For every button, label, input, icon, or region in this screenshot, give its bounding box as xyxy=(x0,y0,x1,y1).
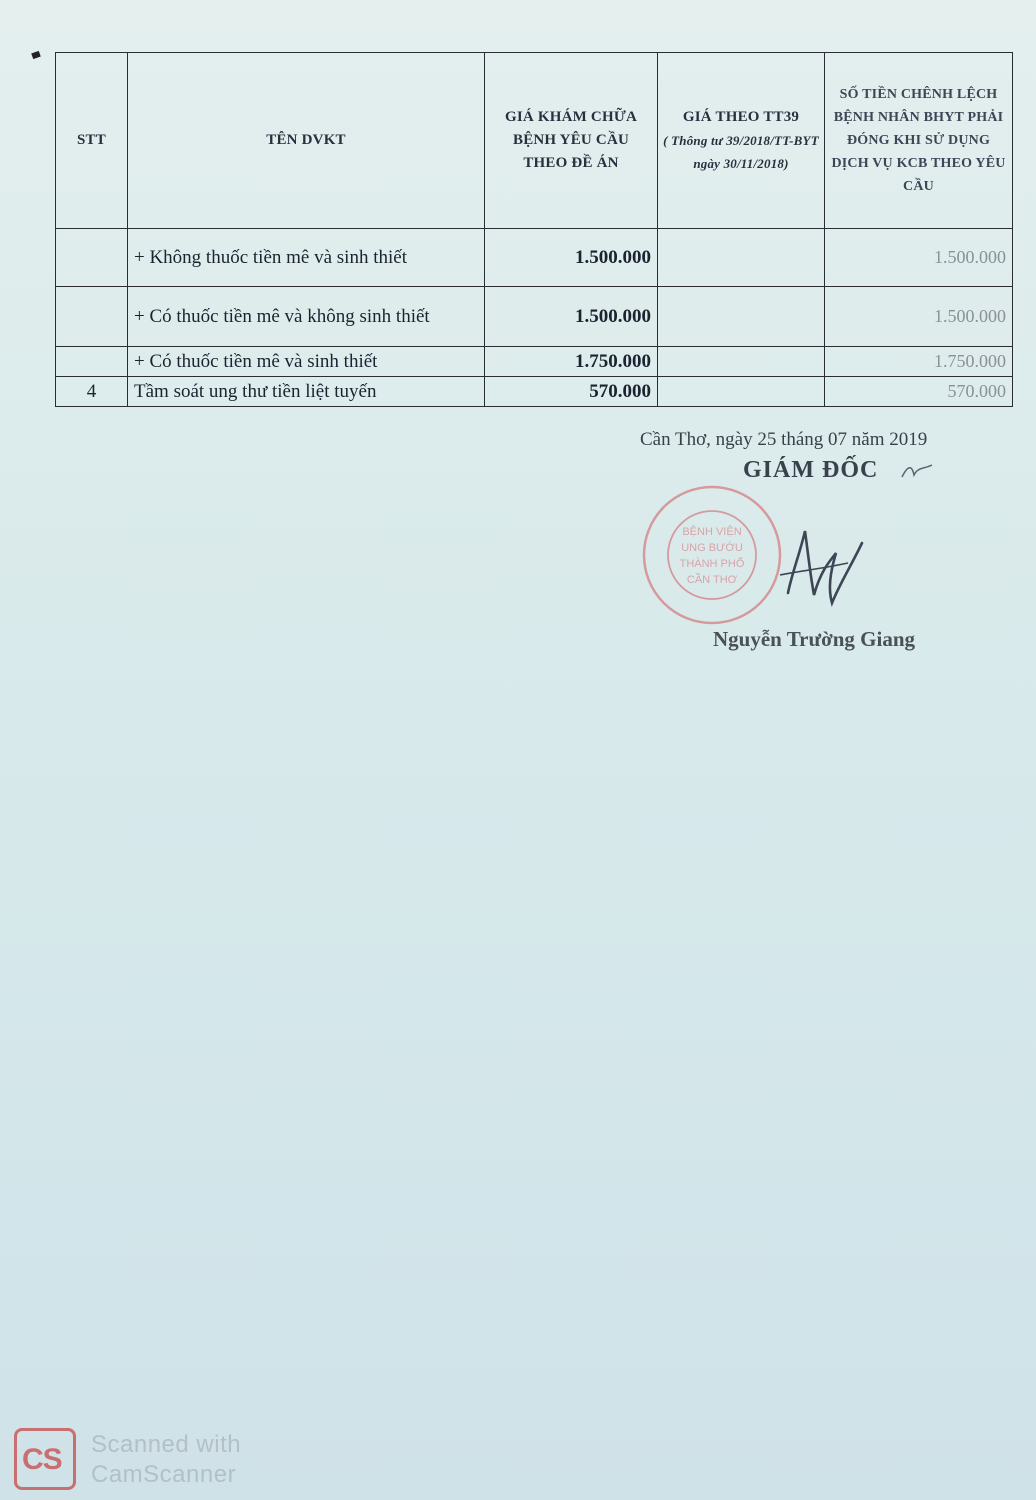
row-tt39 xyxy=(658,347,825,377)
row-difference: 1.500.000 xyxy=(825,287,1013,347)
row-name: + Không thuốc tiền mê và sinh thiết xyxy=(128,229,485,287)
row-tt39 xyxy=(658,377,825,407)
initial-mark xyxy=(900,461,934,481)
row-tt39 xyxy=(658,287,825,347)
row-stt xyxy=(56,347,128,377)
row-stt: 4 xyxy=(56,377,128,407)
row-difference: 1.750.000 xyxy=(825,347,1013,377)
row-price: 1.500.000 xyxy=(485,229,658,287)
fee-table xyxy=(55,52,1013,407)
svg-text:UNG BƯỚU: UNG BƯỚU xyxy=(681,542,743,554)
table-header-row xyxy=(56,53,1013,229)
camscanner-logo-icon xyxy=(14,1428,76,1490)
header-stt: STT xyxy=(56,53,128,229)
camscanner-logo-text: CS xyxy=(22,1443,62,1476)
signer-name: Nguyễn Trường Giang xyxy=(713,627,915,651)
row-price: 1.750.000 xyxy=(485,347,658,377)
table-row xyxy=(56,229,1013,287)
watermark-text xyxy=(91,1430,241,1490)
watermark-line-1: Scanned with xyxy=(91,1431,242,1458)
header-tt39-price xyxy=(658,53,825,229)
svg-text:BỆNH VIỆN: BỆNH VIỆN xyxy=(682,526,742,538)
header-tt39-sub: ( Thông tư 39/2018/TT-BYT ngày 30/11/2018) xyxy=(663,133,819,171)
row-tt39 xyxy=(658,229,825,287)
row-stt xyxy=(56,229,128,287)
row-name: + Có thuốc tiền mê và sinh thiết xyxy=(128,347,485,377)
row-difference: 1.500.000 xyxy=(825,229,1013,287)
header-tt39-title: GIÁ THEO TT39 xyxy=(682,109,800,125)
signature-block xyxy=(600,425,1030,665)
header-service-name: TÊN DVKT xyxy=(128,53,485,229)
table-row xyxy=(56,377,1013,407)
place-date: Cần Thơ, ngày 25 tháng 07 năm 2019 xyxy=(640,429,928,450)
table-row xyxy=(56,287,1013,347)
header-requested-price: GIÁ KHÁM CHỮA BỆNH YÊU CẦU THEO ĐỀ ÁN xyxy=(485,53,658,229)
row-name: + Có thuốc tiền mê và không sinh thiết xyxy=(128,287,485,347)
camscanner-watermark xyxy=(14,1428,314,1490)
watermark-line-2: CamScanner xyxy=(91,1461,237,1488)
table-row xyxy=(56,347,1013,377)
row-name: Tầm soát ung thư tiền liệt tuyến xyxy=(128,377,485,407)
svg-text:THÀNH PHỐ: THÀNH PHỐ xyxy=(679,558,745,570)
header-difference: SỐ TIỀN CHÊNH LỆCH BỆNH NHÂN BHYT PHẢI ĐÓNG KHI SỬ DỤNG DỊCH VỤ KCB THEO YÊU CẦU xyxy=(825,53,1013,229)
row-difference: 570.000 xyxy=(825,377,1013,407)
row-stt xyxy=(56,287,128,347)
row-price: 570.000 xyxy=(485,377,658,407)
row-price: 1.500.000 xyxy=(485,287,658,347)
hospital-stamp xyxy=(640,483,785,628)
director-title: GIÁM ĐỐC xyxy=(743,457,879,483)
page-mark xyxy=(31,51,41,59)
svg-text:CẦN THƠ: CẦN THƠ xyxy=(686,574,738,586)
handwritten-signature xyxy=(770,513,870,618)
